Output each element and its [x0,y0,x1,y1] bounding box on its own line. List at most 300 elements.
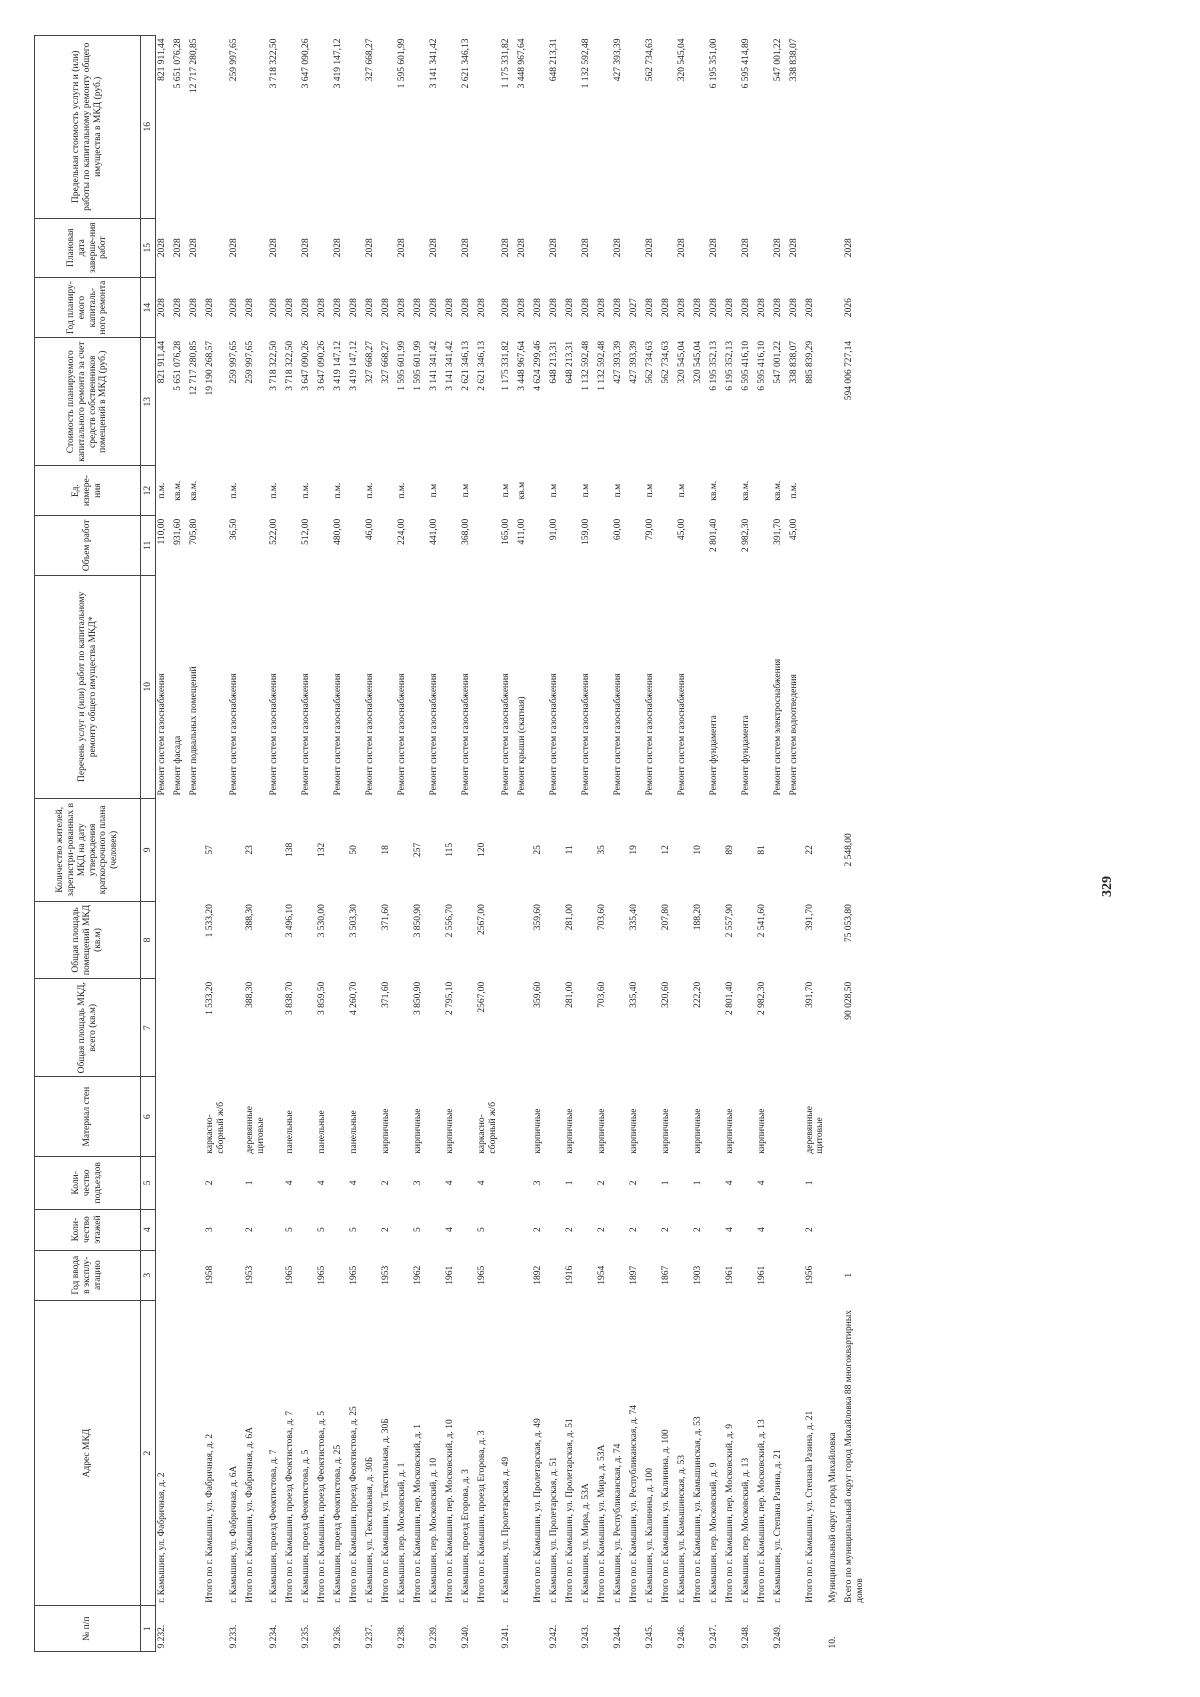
table-cell: Итого по г. Камышин, ул. Калинина, д. 100 [660,1429,671,1603]
column-number: 3 [141,1250,156,1300]
table-cell [500,1209,516,1250]
table-cell: г. Камышин, ул. Степана Разина, д. 21 [772,1449,783,1603]
table-cell: 1 533,20 [205,981,215,1015]
table-cell: 4 [444,1227,455,1232]
table-cell [692,1606,708,1652]
table-cell [204,516,228,575]
table-cell: 2028 [612,238,623,258]
table-cell [396,901,412,979]
table-cell: п.м [676,483,687,498]
table-cell [300,1209,316,1250]
table-cell: 1 533,20 [205,904,215,938]
table-cell: 371,60 [380,904,391,931]
table-cell: кв.м. [189,480,199,501]
table-cell: Ремонт фундамента [740,715,751,796]
table-cell: Ремонт систем газоснабжения [396,673,407,796]
table-cell: 259 997,65 [228,340,239,384]
table-cell [396,979,412,1077]
table-cell [548,1250,564,1300]
table-cell: 5 [476,1227,487,1232]
table-cell [500,799,516,902]
table-cell [596,466,612,516]
table-cell: п.м. [332,482,343,499]
column-header: Коли-чество этажей [35,1209,141,1250]
table-cell: 2028 [804,298,815,318]
table-cell: г. Камышин, проезд Феоктистова, д. 7 [268,1449,279,1603]
table-cell: 1965 [476,1265,487,1285]
table-cell [284,218,300,277]
table-cell [316,1606,332,1652]
table-cell [500,901,516,979]
table-cell [827,466,843,516]
table-cell [692,516,708,575]
table-cell [444,1606,460,1652]
table-cell [172,1157,188,1209]
table-cell [476,575,500,799]
table-row [724,36,740,1652]
table-row [244,36,268,1652]
table-row [300,36,316,1652]
table-cell: кв.м [516,481,527,500]
table-cell: 2028 [580,238,591,258]
table-cell: 562 734,63 [644,38,655,82]
table-cell [676,901,692,979]
table-cell: 562 734,63 [644,340,655,384]
table-cell [268,901,284,979]
table-cell [564,218,580,277]
table-cell [316,36,332,219]
table-cell [548,901,564,979]
table-cell [268,1077,284,1157]
table-cell [756,218,772,277]
table-cell [156,1250,173,1300]
table-cell: Ремонт систем газоснабжения [460,673,471,796]
table-cell: 391,70 [772,518,783,545]
table-cell: 3 448 967,64 [516,38,527,89]
table-cell: 335,40 [628,904,639,931]
table-cell: 3 141 341,42 [428,340,439,391]
table-cell: 45,00 [676,518,687,541]
table-cell: Итого по г. Камышин, пер. Московский, д. 10 [444,1419,455,1603]
table-cell: 4 260,70 [348,981,359,1015]
table-cell [516,1300,532,1606]
table-cell: 2 [692,1227,703,1232]
table-cell: Ремонт систем газоснабжения [612,673,623,796]
table-row [172,36,188,1652]
table-cell [244,36,268,219]
table-cell [596,36,612,219]
table-cell: 3 647 090,26 [300,340,311,391]
table-cell: 1897 [628,1265,639,1285]
table-cell: г. Камышин, пер. Московский, д. 9 [708,1462,719,1603]
table-cell: 9.238. [396,1624,407,1649]
table-cell [500,1250,516,1300]
table-cell: 81 [756,845,767,855]
table-cell: 25 [532,845,543,855]
table-cell: 3 859,50 [316,981,327,1015]
table-row [348,36,364,1652]
table-cell: 9.245. [644,1624,655,1649]
table-cell [332,1077,348,1157]
table-cell: 45,00 [788,518,799,541]
table-cell [676,1077,692,1157]
table-cell [332,979,348,1077]
table-cell: кирпичные [412,1108,423,1154]
table-cell [228,1157,244,1209]
table-cell: 2028 [516,238,527,258]
table-cell: 327 668,27 [364,38,375,82]
table-cell [332,799,348,902]
table-cell: каркасно-сборный ж/б [476,1101,498,1154]
table-cell [612,1250,628,1300]
table-cell [500,1157,516,1209]
table-cell: кирпичные [660,1108,671,1154]
table-cell: 2 621 346,13 [476,340,487,391]
table-cell [476,466,500,516]
table-row [827,36,843,1652]
table-cell: 2 [564,1227,575,1232]
table-cell [332,1209,348,1250]
table-cell: 427 393,39 [628,340,639,384]
table-row [644,36,660,1652]
table-cell [204,466,228,516]
table-cell: Ремонт систем газоснабжения [300,673,311,796]
table-cell: 2 [628,1180,639,1186]
table-cell: Итого по г. Камышин, ул. Пролетарская, д. 49 [532,1418,543,1603]
table-cell [827,1157,843,1209]
table-cell: Ремонт систем газоснабжения [228,673,239,796]
table-cell [772,1077,788,1157]
table-cell: 138 [284,842,295,857]
table-cell: 18 [380,845,391,855]
table-cell [380,466,396,516]
page-number: 329 [1100,876,1115,897]
table-cell: 60,00 [612,518,623,541]
table-cell: 320,60 [660,981,671,1008]
table-cell [460,1250,476,1300]
table-cell [532,516,548,575]
table-cell [396,799,412,902]
table-cell: 3 419 147,12 [332,38,343,89]
table-cell [268,1157,284,1209]
table-cell: 79,00 [644,518,655,541]
table-cell: 335,40 [628,981,639,1008]
table-cell: 1961 [444,1265,455,1285]
column-header: Предельная стоимость услуги и (или) работы по капитальному ремонту общего имущества в МКД (руб.) [35,36,141,219]
table-cell: 9.248. [740,1624,751,1649]
table-cell [428,979,444,1077]
table-cell: 1867 [660,1265,671,1285]
table-cell [244,575,268,799]
table-cell: 2028 [772,298,783,318]
table-cell [708,1077,724,1157]
table-cell: 391,70 [804,904,815,931]
table-cell: 3 647 090,26 [316,340,327,391]
table-cell [332,1157,348,1209]
table-cell [644,1209,660,1250]
table-cell [827,1250,843,1300]
table-cell [692,575,708,799]
table-cell [596,1606,612,1652]
table-cell: 2 795,10 [444,981,455,1015]
table-cell: 1 595 601,99 [412,340,423,391]
table-cell [692,466,708,516]
table-cell: п.м [612,483,623,498]
table-cell: 2 621 346,13 [460,38,471,89]
table-cell [564,466,580,516]
table-cell [396,1077,412,1157]
table-cell [676,1157,692,1209]
table-cell: 1 [692,1180,703,1186]
table-row [740,36,756,1652]
table-cell [172,901,188,979]
table-cell: г. Камышин, ул. Республиканская, д. 74 [612,1443,623,1603]
table-cell: 89 [724,845,735,855]
table-cell [284,575,300,799]
table-cell: 2 [380,1180,391,1186]
table-cell [708,1250,724,1300]
table-cell [364,901,380,979]
table-cell [788,1606,804,1652]
table-cell [516,799,532,902]
table-row [460,36,476,1652]
table-row [156,36,173,1652]
table-cell: Ремонт систем водоотведения [788,674,799,796]
table-row [412,36,428,1652]
table-cell: 2 [532,1227,543,1232]
table-cell: 2028 [844,238,855,258]
table-cell [428,1157,444,1209]
table-cell: Ремонт подвальных помещений [189,666,199,796]
table-cell: 9.239. [428,1624,439,1649]
table-cell [156,1209,173,1250]
table-cell: г. Камышин, ул. Пролетарская, д. 51 [548,1456,559,1603]
table-cell [380,575,396,799]
table-cell: 281,00 [564,981,575,1008]
table-cell: Итого по г. Камышин, проезд Феоктистова, д. 25 [348,1406,359,1603]
table-cell [644,901,660,979]
table-cell: 2028 [644,298,655,318]
table-cell [692,218,708,277]
table-cell: 35 [596,845,607,855]
table-cell: Итого по г. Камышин, проезд Егорова, д. 3 [476,1430,487,1603]
table-cell [188,1606,204,1652]
table-cell [428,1077,444,1157]
table-cell [804,218,828,277]
table-row [500,36,516,1652]
table-cell [580,1250,596,1300]
table-cell [724,575,740,799]
table-cell: 259 997,65 [244,340,255,384]
table-cell [843,575,867,799]
table-cell: 1 [244,1180,255,1186]
table-cell [827,516,843,575]
table-cell [364,1250,380,1300]
table-cell: кв.м. [173,480,183,501]
table-cell: 1 [844,1272,855,1278]
table-cell [804,36,828,219]
table-cell [500,979,516,1077]
table-cell: 2028 [740,298,751,318]
table-cell [788,1209,804,1250]
column-number: 4 [141,1209,156,1250]
table-row [380,36,396,1652]
table-cell: 648 213,31 [564,340,575,384]
table-cell: Ремонт систем газоснабжения [157,673,167,796]
table-cell [412,466,428,516]
table-cell [348,36,364,219]
table-cell: Ремонт систем газоснабжения [428,673,439,796]
table-cell [612,1209,628,1250]
table-cell: 2028 [644,238,655,258]
table-cell [804,575,828,799]
table-cell: 648 213,31 [548,340,559,384]
table-cell [804,1606,828,1652]
table-cell [396,1250,412,1300]
table-cell [188,799,204,902]
table-cell [380,1606,396,1652]
table-cell [188,1209,204,1250]
table-cell: г. Камышин, ул. Фабричная, д. 2 [157,1472,167,1603]
table-cell: 2028 [788,238,799,258]
table-cell: г. Камышин, ул. Текстильная, д. 30Б [364,1456,375,1603]
table-cell: 320 545,04 [676,38,687,82]
table-cell: 3 141 341,42 [444,340,455,391]
table-cell [476,516,500,575]
table-cell [156,901,173,979]
table-cell [756,575,772,799]
table-cell: 2028 [692,298,703,318]
table-row [428,36,444,1652]
table-cell: 188,20 [692,904,703,931]
table-cell: 3 850,90 [412,904,423,938]
table-cell [444,575,460,799]
table-cell [772,1250,788,1300]
table-row [188,36,204,1652]
table-cell [596,516,612,575]
table-cell [676,979,692,1077]
table-cell: 2028 [396,238,407,258]
table-cell [548,1077,564,1157]
table-cell: Итого по г. Камышин, ул. Республиканская, д. 74 [628,1404,639,1603]
table-cell: Итого по г. Камышин, ул. Камышинская, д. 53 [692,1416,703,1603]
table-cell: 2028 [580,298,591,318]
table-cell [228,1209,244,1250]
table-cell: Ремонт систем газоснабжения [676,673,687,796]
table-cell [532,36,548,219]
table-cell: 2028 [173,298,183,318]
table-cell [172,1300,188,1606]
table-cell: 257 [412,842,423,857]
table-cell: 3 718 322,50 [268,340,279,391]
table-cell [708,979,724,1077]
table-cell [332,1250,348,1300]
table-cell: 2028 [596,298,607,318]
table-cell [580,1157,596,1209]
table-cell: п.м. [396,482,407,499]
table-cell [268,799,284,902]
table-cell: 4 [348,1180,359,1186]
table-cell: 2028 [364,298,375,318]
table-cell: 547 001,22 [772,38,783,82]
column-header: Общая площадь помещений МКД (кв.м) [35,901,141,979]
table-row [788,36,804,1652]
table-cell [532,1606,548,1652]
table-cell [244,1606,268,1652]
table-cell [188,979,204,1077]
table-cell [580,901,596,979]
table-cell: 2 [244,1227,255,1232]
table-cell [156,1077,173,1157]
column-header: Коли-чество подъездов [35,1157,141,1209]
table-row [204,36,228,1652]
table-cell [532,466,548,516]
table-cell: 4 [444,1180,455,1186]
table-row [396,36,412,1652]
table-cell: 338 838,07 [788,38,799,82]
table-cell: 1965 [316,1265,327,1285]
table-cell: 120 [476,842,487,857]
table-cell: 2028 [460,298,471,318]
column-number: 2 [141,1300,156,1606]
column-number: 8 [141,901,156,979]
table-cell: 1916 [564,1265,575,1285]
column-number: 7 [141,979,156,1077]
table-cell [188,1157,204,1209]
table-cell [188,1250,204,1300]
table-cell: Ремонт систем газоснабжения [500,673,511,796]
table-row [596,36,612,1652]
table-cell: 11 [564,845,575,855]
table-cell [156,799,173,902]
repair-plan-table [34,35,867,1652]
table-cell: 359,60 [532,981,543,1008]
table-cell [772,1157,788,1209]
table-cell [724,466,740,516]
table-cell [460,901,476,979]
table-cell: 10. [828,1636,839,1649]
table-cell: 4 [476,1180,487,1186]
table-cell: 2028 [332,298,343,318]
table-cell: п.м [644,483,655,498]
table-cell: Итого по г. Камышин, ул. Степана Разина, д. 21 [804,1410,815,1603]
table-cell [564,575,580,799]
table-cell: 10 [692,845,703,855]
table-cell [244,218,268,277]
table-cell [172,799,188,902]
table-cell [316,575,332,799]
table-cell [580,1077,596,1157]
table-cell: 22 [804,845,815,855]
table-cell [788,1300,804,1606]
table-cell [740,1250,756,1300]
table-cell [676,1209,692,1250]
table-cell: 1892 [532,1265,543,1285]
table-cell: 3 496,10 [284,904,295,938]
table-cell [660,575,676,799]
table-cell: 2028 [612,298,623,318]
table-cell [580,1209,596,1250]
table-cell: 1 175 331,82 [500,38,511,89]
table-row [843,36,867,1652]
table-cell [708,901,724,979]
table-cell [612,901,628,979]
table-cell [843,1077,867,1157]
table-cell: 3 419 147,12 [332,340,343,391]
table-row [476,36,500,1652]
table-cell [580,979,596,1077]
table-cell: 1965 [348,1265,359,1285]
